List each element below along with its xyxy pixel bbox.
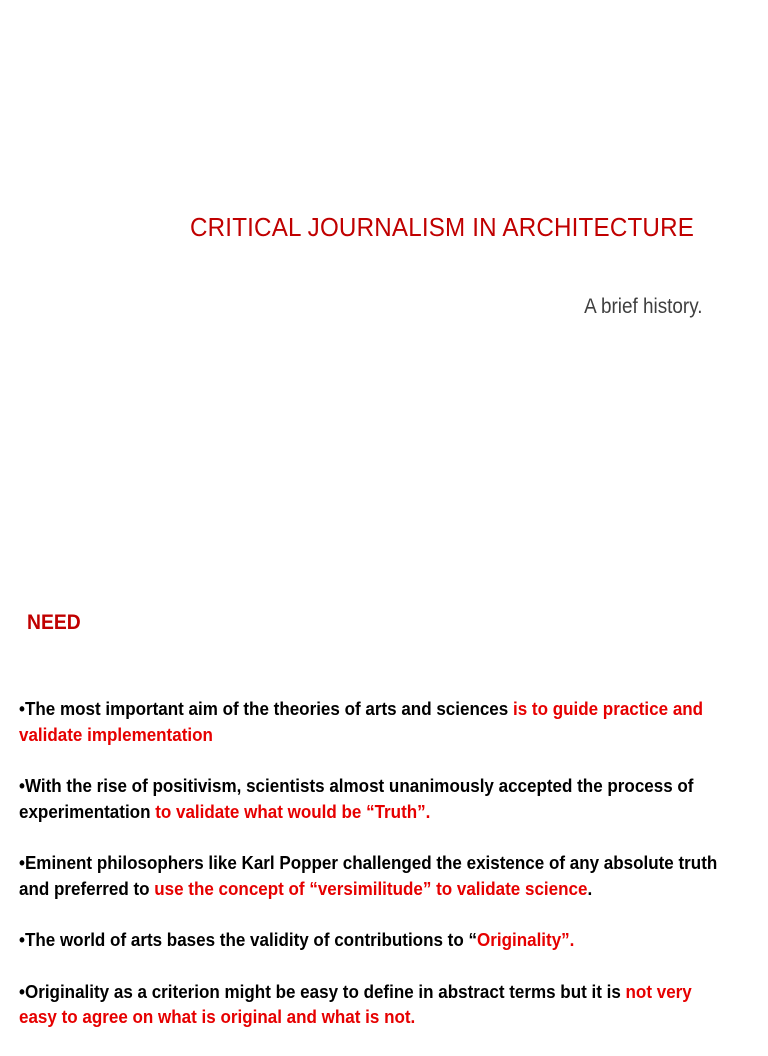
- bullet-item: [19, 773, 727, 824]
- bullet-item: [19, 850, 727, 901]
- bullet-text: •The most important aim of the theories of arts and sciences: [19, 698, 513, 719]
- bullet-text: •With the rise of positivism, scientists almost unanimously accepted the process of experimentation: [19, 775, 694, 822]
- need-slide: [0, 560, 768, 1027]
- bullet-highlight: to validate what would be “Truth”.: [155, 800, 431, 822]
- bullet-highlight: is to guide practice and validate implementation: [19, 698, 704, 745]
- bullet-list: [19, 696, 727, 1056]
- bullet-highlight: use the concept of “versimilitude” to validate science: [154, 877, 588, 899]
- bullet-highlight: Originality”.: [476, 929, 575, 950]
- section-heading: NEED: [27, 611, 81, 634]
- bullet-text: •Originality as a criterion might be easy to define in abstract terms but it is: [19, 980, 626, 1002]
- bullet-text: •Eminent philosophers like Karl Popper challenged the existence of any absolute truth and preferred to: [19, 852, 718, 899]
- bullet-tail: .: [587, 877, 593, 899]
- bullet-item: [19, 927, 727, 953]
- bullet-text: •The world of arts bases the validity of contributions to “: [19, 929, 477, 950]
- bullet-item: [19, 979, 727, 1030]
- slide-subtitle: A brief history.: [583, 295, 702, 318]
- bullet-item: [19, 696, 727, 747]
- slide-title: CRITICAL JOURNALISM IN ARCHITECTURE: [190, 212, 695, 242]
- bullet-highlight: not very easy to agree on what is original and what is not.: [19, 980, 692, 1027]
